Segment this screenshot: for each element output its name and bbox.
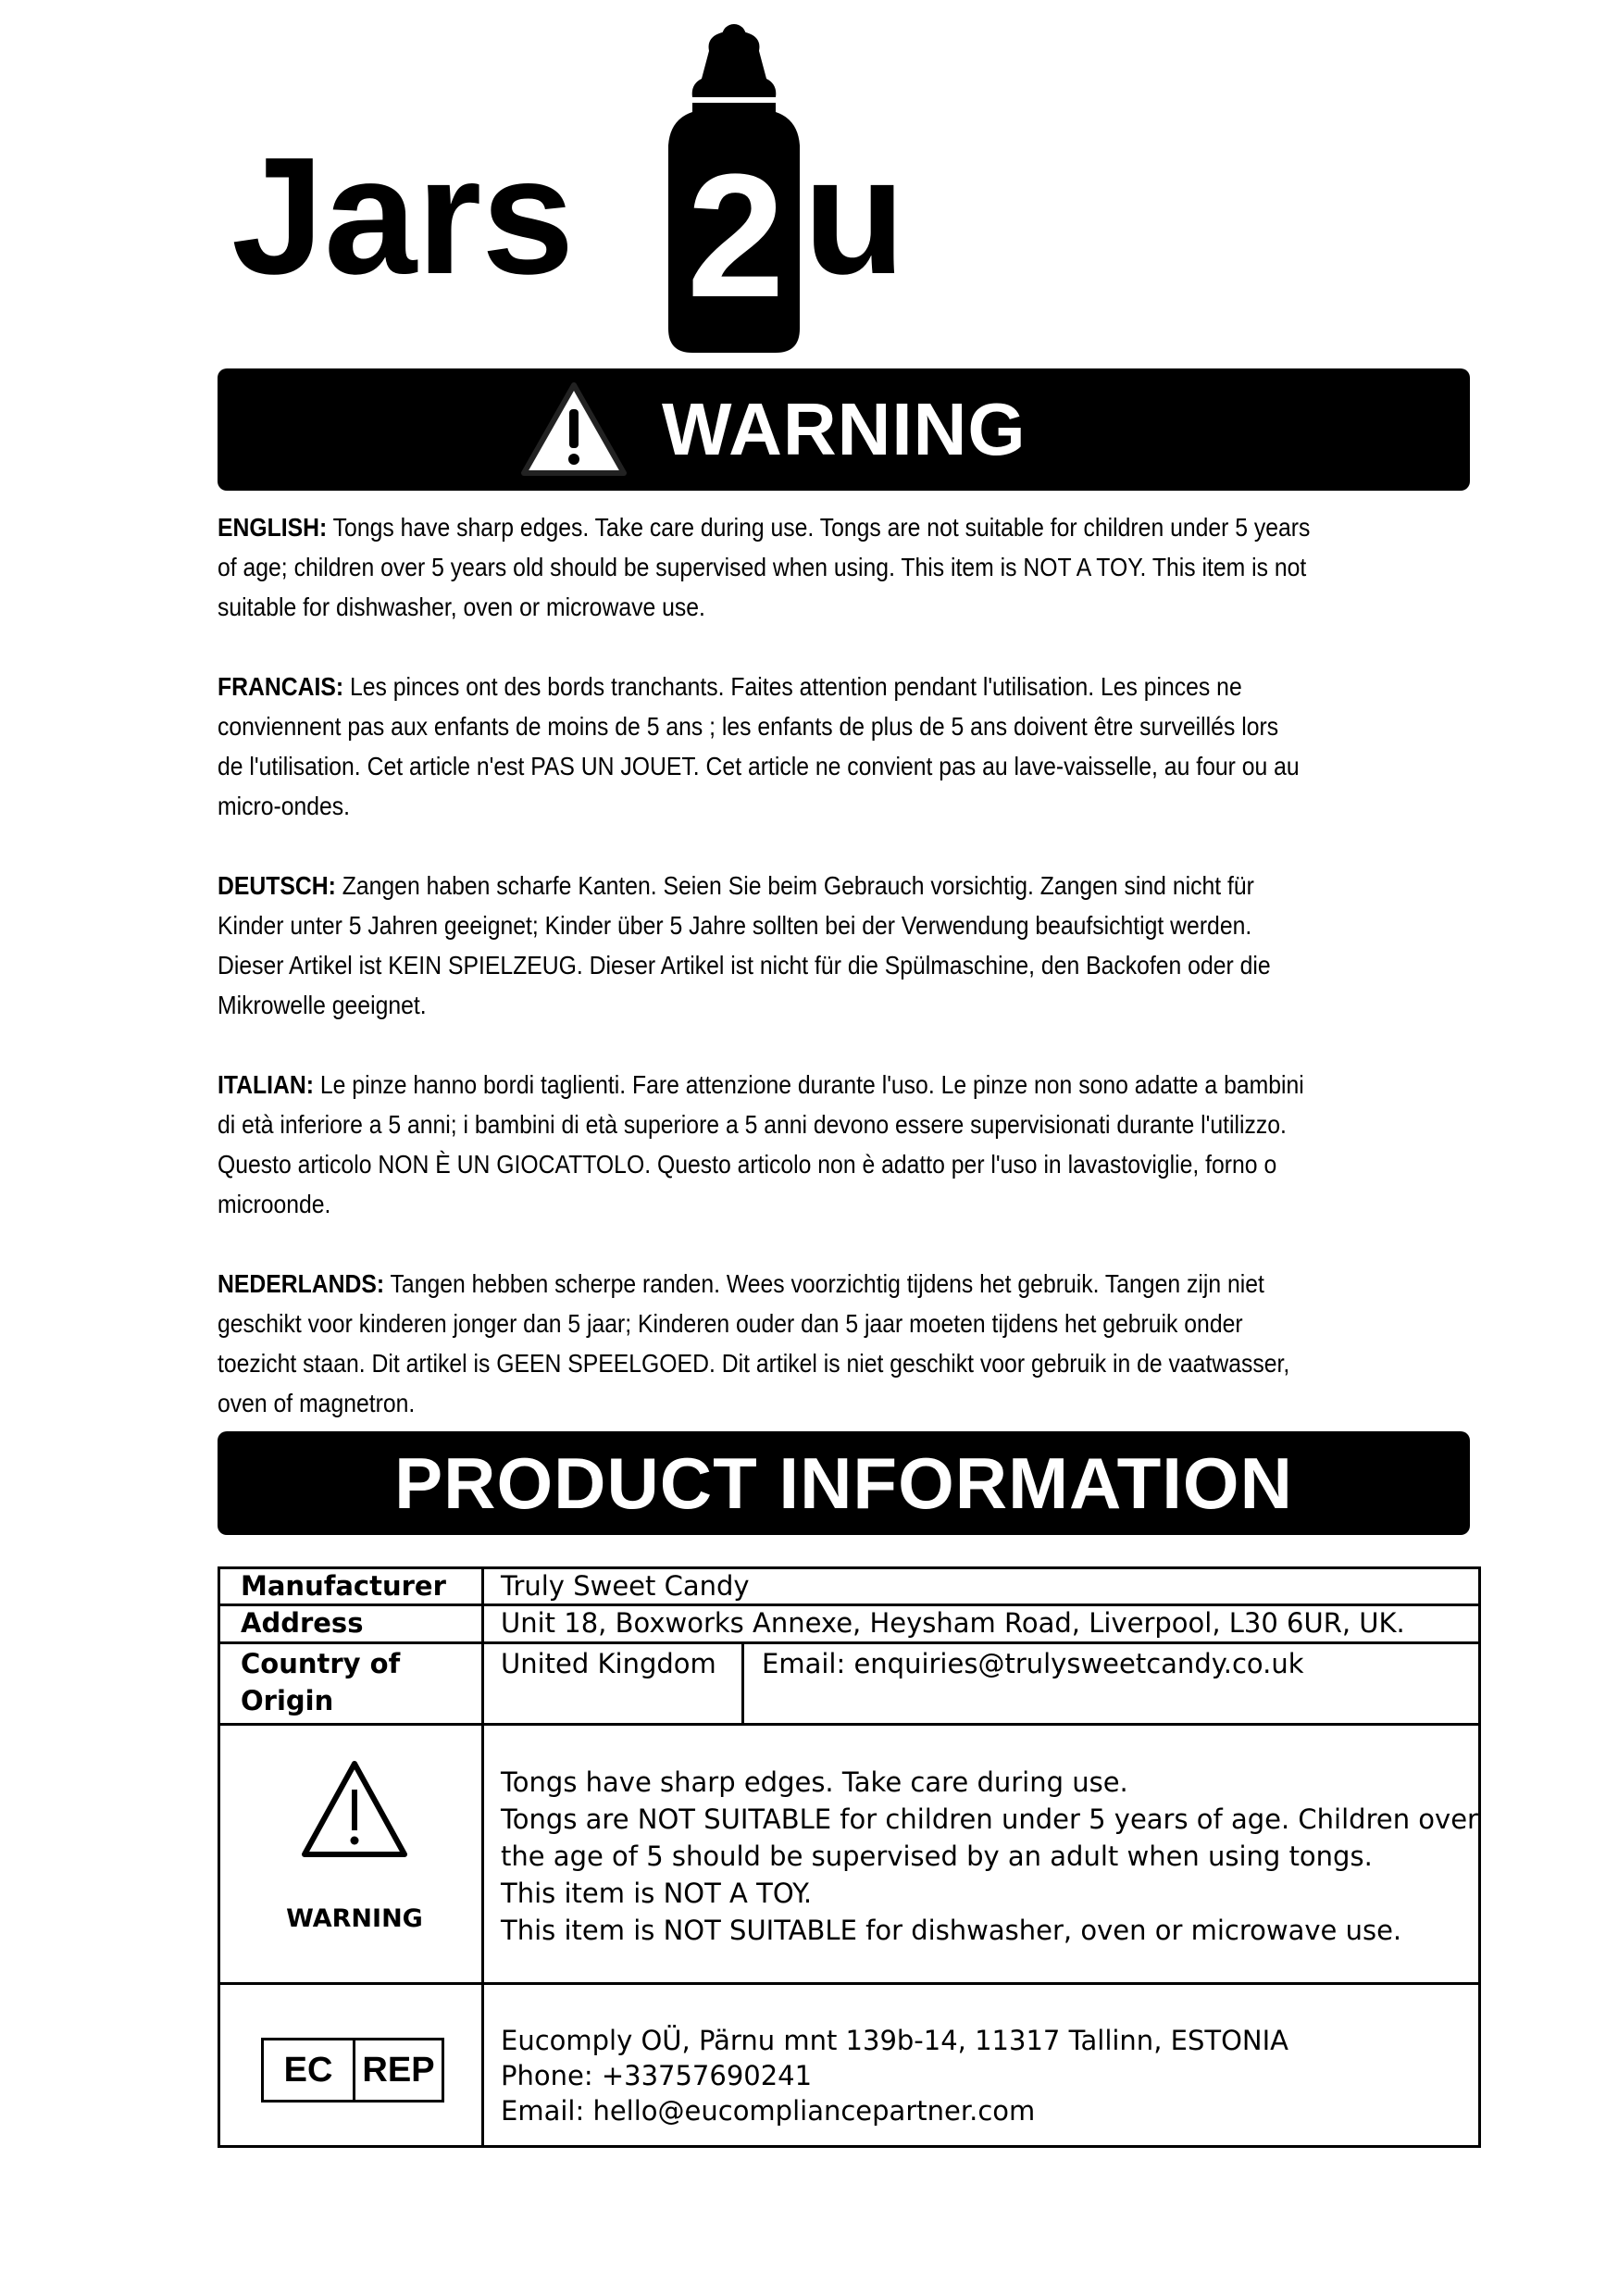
table-divider bbox=[220, 1641, 1478, 1644]
warning-french bbox=[218, 667, 1467, 826]
warning-line: suitable for dishwasher, oven or microwave use. bbox=[218, 593, 705, 621]
product-information-title: PRODUCT INFORMATION bbox=[394, 1442, 1293, 1524]
lang-label: NEDERLANDS: bbox=[218, 1269, 385, 1298]
warning-line: di età inferiore a 5 anni; i bambini di età superiore a 5 anni devono essere supervisionati durante l'utilizzo. bbox=[218, 1110, 1287, 1139]
country-of-origin-value: United Kingdom bbox=[501, 1648, 716, 1679]
warning-note: This item is NOT A TOY. bbox=[501, 1878, 813, 1909]
warning-line: Zangen haben scharfe Kanten. Seien Sie beim Gebrauch vorsichtig. Zangen sind nicht für bbox=[335, 871, 1254, 900]
warning-note: the age of 5 should be supervised by an adult when using tongs. bbox=[501, 1841, 1373, 1872]
ec-rep-rep: REP bbox=[362, 2051, 435, 2090]
warning-line: micro-ondes. bbox=[218, 792, 351, 820]
country-of-origin-label-line: Origin bbox=[241, 1685, 334, 1716]
manufacturer-label: Manufacturer bbox=[241, 1570, 446, 1602]
lang-label: ENGLISH: bbox=[218, 513, 328, 542]
warning-german bbox=[218, 866, 1467, 1025]
warning-triangle-icon bbox=[299, 1758, 410, 1862]
warning-note: Tongs have sharp edges. Take care during use. bbox=[501, 1766, 1128, 1798]
warning-line: Tangen hebben scherpe randen. Wees voorzichtig tijdens het gebruik. Tangen zijn niet bbox=[384, 1269, 1264, 1298]
table-divider bbox=[481, 1569, 484, 2145]
logo-text-jars: Jars bbox=[231, 123, 575, 309]
warning-line: Kinder unter 5 Jahren geeignet; Kinder über 5 Jahre sollten bei der Verwendung beaufsichtigt werden. bbox=[218, 911, 1252, 940]
table-divider bbox=[741, 1641, 744, 1723]
manufacturer-email: Email: enquiries@trulysweetcandy.co.uk bbox=[762, 1648, 1304, 1679]
warning-title: WARNING bbox=[662, 388, 1027, 470]
country-of-origin-label bbox=[241, 1645, 400, 1719]
lang-label: ITALIAN: bbox=[218, 1070, 315, 1099]
warning-line: oven of magnetron. bbox=[218, 1389, 416, 1417]
warning-line: geschikt voor kinderen jonger dan 5 jaar; Kinderen ouder dan 5 jaar moeten tijdens het gebruik onder bbox=[218, 1309, 1243, 1338]
warning-english bbox=[218, 507, 1467, 627]
warning-note: This item is NOT SUITABLE for dishwasher, oven or microwave use. bbox=[501, 1915, 1402, 1946]
product-information-banner bbox=[218, 1431, 1470, 1535]
warning-line: conviennent pas aux enfants de moins de 5 ans ; les enfants de plus de 5 ans doivent être surveillés lors bbox=[218, 712, 1279, 741]
warning-dutch bbox=[218, 1264, 1467, 1423]
warning-line: Mikrowelle geeignet. bbox=[218, 991, 427, 1019]
lang-label: DEUTSCH: bbox=[218, 871, 336, 900]
warning-note: Tongs are NOT SUITABLE for children under 5 years of age. Children over bbox=[501, 1803, 1478, 1835]
warning-notes bbox=[501, 1764, 1478, 1949]
warning-line: Le pinze hanno bordi taglienti. Fare attenzione durante l'uso. Le pinze non sono adatte a bambini bbox=[314, 1070, 1304, 1099]
warning-line: Questo articolo NON È UN GIOCATTOLO. Questo articolo non è adatto per l'uso in lavastoviglie, forno o bbox=[218, 1150, 1277, 1179]
logo-text-2: 2 bbox=[687, 138, 785, 334]
eu-rep-email: Email: hello@eucompliancepartner.com bbox=[501, 2095, 1036, 2127]
warning-line: microonde. bbox=[218, 1190, 331, 1218]
manufacturer-value: Truly Sweet Candy bbox=[501, 1570, 750, 1602]
table-divider bbox=[220, 1723, 1478, 1726]
warning-line: Dieser Artikel ist KEIN SPIELZEUG. Dieser Artikel ist nicht für die Spülmaschine, den Backofen oder die bbox=[218, 951, 1271, 980]
logo-text-u: u bbox=[803, 123, 905, 309]
warning-italian bbox=[218, 1065, 1467, 1224]
warning-label: WARNING bbox=[286, 1904, 423, 1933]
lang-label: FRANCAIS: bbox=[218, 672, 344, 701]
address-label: Address bbox=[241, 1607, 364, 1639]
warning-line: Les pinces ont des bords tranchants. Faites attention pendant l'utilisation. Les pinces ne bbox=[343, 672, 1242, 701]
multilingual-warnings bbox=[218, 507, 1476, 1463]
jars2u-logo bbox=[231, 23, 935, 356]
table-divider bbox=[220, 1982, 1478, 1985]
eu-rep-phone: Phone: +33757690241 bbox=[501, 2060, 813, 2091]
eu-representative bbox=[501, 2023, 1288, 2128]
product-info-table bbox=[218, 1566, 1481, 2148]
ec-rep-symbol bbox=[261, 2038, 444, 2103]
address-value: Unit 18, Boxworks Annexe, Heysham Road, Liverpool, L30 6UR, UK. bbox=[501, 1607, 1405, 1639]
country-of-origin-label-line: Country of bbox=[241, 1648, 401, 1679]
warning-line: of age; children over 5 years old should be supervised when using. This item is NOT A TOY. This item is not bbox=[218, 553, 1307, 581]
warning-line: de l'utilisation. Cet article n'est PAS UN JOUET. Cet article ne convient pas au lave-vaisselle, au four ou au bbox=[218, 752, 1300, 780]
warning-triangle-icon bbox=[519, 380, 629, 480]
warning-icon-cell bbox=[220, 1727, 481, 1982]
ec-rep-ec: EC bbox=[264, 2040, 355, 2100]
warning-banner bbox=[218, 368, 1470, 491]
eu-rep-address: Eucomply OÜ, Pärnu mnt 139b-14, 11317 Tallinn, ESTONIA bbox=[501, 2025, 1288, 2056]
warning-line: Tongs have sharp edges. Take care during use. Tongs are not suitable for children under 5 years bbox=[327, 513, 1311, 542]
warning-line: toezicht staan. Dit artikel is GEEN SPEELGOED. Dit artikel is niet geschikt voor gebruik in de vaatwasser, bbox=[218, 1349, 1290, 1378]
